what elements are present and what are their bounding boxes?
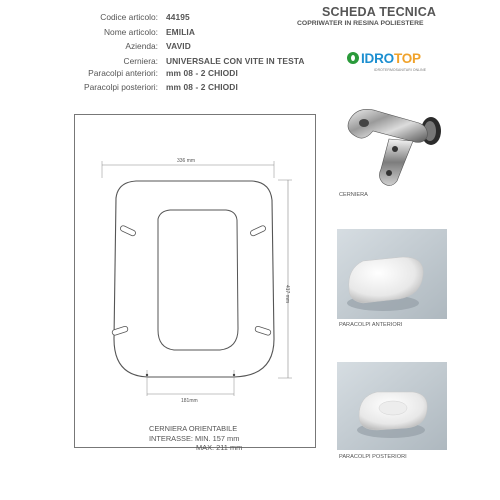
rear-bumper-photo <box>337 362 447 450</box>
page-title: SCHEDA TECNICA <box>322 5 437 19</box>
spec-label-company: Azienda: <box>125 41 158 51</box>
hinge-info-min: INTERASSE: MIN. 157 mm <box>149 434 240 443</box>
spec-label-name: Nome articolo: <box>104 27 158 37</box>
spec-value-hinge: UNIVERSALE CON VITE IN TESTA <box>166 56 305 66</box>
spec-label-rear-bumpers: Paracolpi posteriori: <box>83 82 158 92</box>
height-dimension-label: 417 mm <box>284 285 290 304</box>
logo-wordmark: IDROTOP <box>361 51 421 66</box>
front-bumper-photo <box>337 229 447 319</box>
spec-label-hinge: Cerniera: <box>123 56 158 66</box>
water-drop-icon <box>347 52 359 64</box>
rear-bumpers-caption: PARACOLPI POSTERIORI <box>339 454 407 460</box>
hinge-photo <box>337 101 447 196</box>
spec-label-front-bumpers: Paracolpi anteriori: <box>88 68 158 78</box>
spec-value-company: VAVID <box>166 41 191 51</box>
spec-label-code: Codice articolo: <box>100 12 158 22</box>
page-subtitle: COPRIWATER IN RESINA POLIESTERE <box>297 20 424 27</box>
spec-value-front-bumpers: mm 08 - 2 CHIODI <box>166 68 238 78</box>
front-bumpers-caption: PARACOLPI ANTERIORI <box>339 322 403 328</box>
spec-value-name: EMILIA <box>166 27 195 37</box>
seat-opening <box>158 210 238 350</box>
spec-value-code: 44195 <box>166 12 190 22</box>
logo-tagline: IDROTERMOSANITARI ONLINE <box>374 68 427 72</box>
hinge-caption: CERNIERA <box>339 192 368 198</box>
width-dimension-label: 336 mm <box>177 158 196 164</box>
interasse-dimension-label: 181mm <box>181 398 198 404</box>
idrotop-logo <box>347 48 467 84</box>
spec-value-rear-bumpers: mm 08 - 2 CHIODI <box>166 82 238 92</box>
hinge-info-title: CERNIERA ORIENTABILE <box>149 424 238 433</box>
hinge-info-max: MAX. 211 mm <box>196 443 243 452</box>
